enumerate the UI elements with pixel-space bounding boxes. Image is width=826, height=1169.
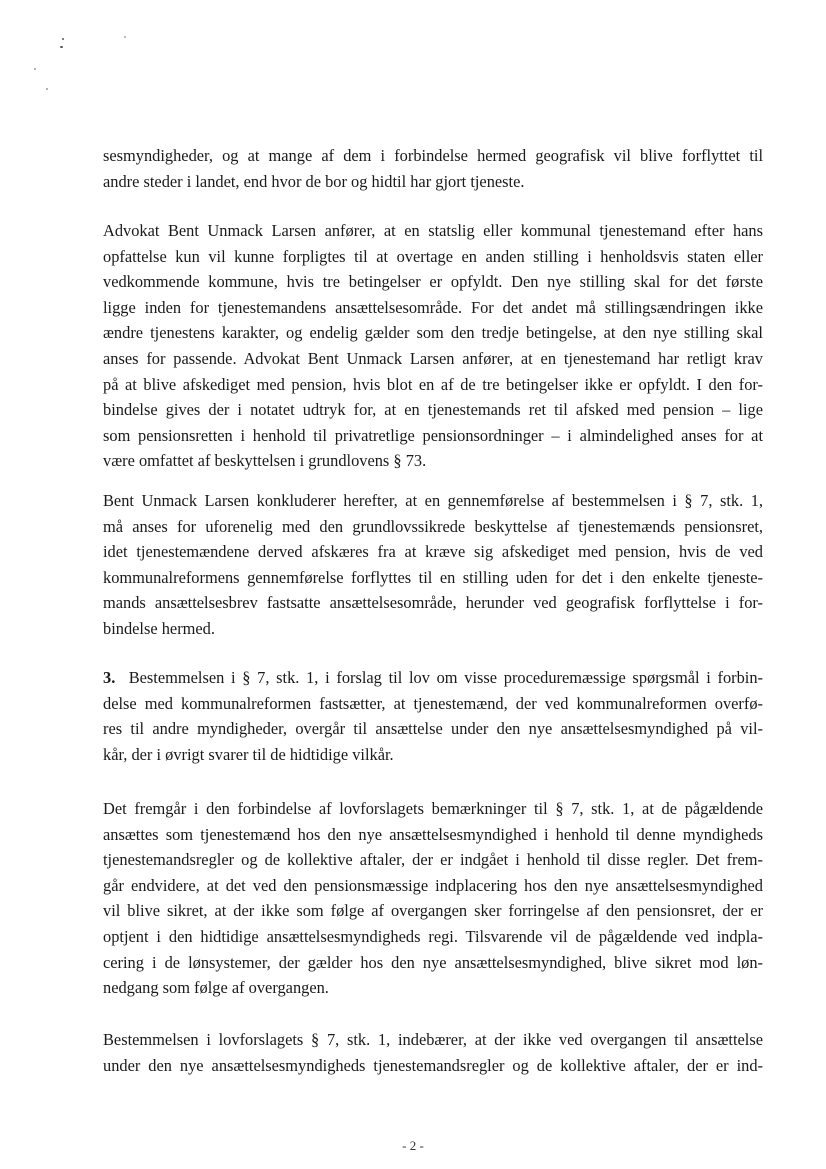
text-line: kommunalreformens gennemførelse forflyttes til en stilling uden for det i den enkelte tjeneste- (103, 567, 763, 587)
text-line: bindelse gives der i notatet udtryk for, at en tjenestemands ret til afsked med pension – lige (103, 400, 763, 420)
text-line: være omfattet af beskyttelsen i grundlovens § 73. (103, 451, 427, 471)
paragraph (103, 488, 763, 642)
text-line: Bent Unmack Larsen konkluderer herefter, at en gennemførelse af bestemmelsen i § 7, stk. 1, (103, 491, 763, 510)
text-line: cering i de lønsystemer, der gælder hos den nye ansættelsesmyndighed, blive sikret mod løn- (103, 952, 763, 972)
text-line: tjenestemandsregler og de kollektive aftaler, der er indgået i henhold til disse regler. Det frem- (103, 850, 763, 870)
text-line: andre steder i landet, end hvor de bor og hidtil har gjort tjeneste. (103, 171, 525, 191)
text-line: vedkommende kommune, hvis tre betingelser er opfyldt. Den nye stilling skal for det første (103, 272, 763, 292)
scan-speck (34, 68, 36, 70)
text-line: går endvidere, at det ved den pensionsmæssige indplacering hos den nye ansættelsesmyndighed (103, 875, 763, 895)
paragraph (103, 218, 763, 474)
text-line: delse med kommunalreformen fastsætter, at tjenestemænd, der ved kommunalreformen overfø- (103, 693, 763, 713)
text-line: nedgang som følge af overgangen. (103, 978, 329, 998)
text-line: ligge inden for tjenestemandens ansættelsesområde. For det andet må stillingsændringen ikke (103, 297, 763, 317)
page-number: - 2 - (402, 1138, 424, 1153)
scan-speck (46, 88, 48, 90)
text-line: ansættes som tjenestemænd hos den nye ansættelsesmyndighed i henhold til denne myndigheds (103, 824, 763, 844)
text-line: Bestemmelsen i lovforslagets § 7, stk. 1, indebærer, at der ikke ved overgangen til ansættelse (103, 1030, 763, 1049)
text-line (103, 665, 763, 691)
text-line: kår, der i øvrigt svarer til de hidtidige vilkår. (103, 744, 394, 764)
text-line: ændre tjenestens karakter, og endelig gælder som den tredje betingelse, at den nye stilling skal (103, 323, 763, 343)
text-line: anses for passende. Advokat Bent Unmack Larsen anfører, at en tjenestemand har retligt krav (103, 348, 763, 368)
section-number: 3. (103, 668, 116, 687)
paragraph (103, 796, 763, 1001)
text-line: opfattelse kun vil kunne forpligtes til at overtage en anden stilling i henholdsvis staten eller (103, 246, 763, 266)
text-line: res til andre myndigheder, overgår til ansættelse under den nye ansættelsesmyndighed på vil- (103, 719, 763, 739)
scan-speck (62, 38, 64, 40)
section-paragraph (103, 665, 763, 767)
text-line: på at blive afskediget med pension, hvis blot en af de tre betingelser ikke er opfyldt. I den for- (103, 374, 763, 394)
text-line: mands ansættelsesbrev fastsatte ansættelsesområde, herunder ved geografisk forflyttelse i for- (103, 593, 763, 613)
text-line: Advokat Bent Unmack Larsen anfører, at en statslig eller kommunal tjenestemand efter hans (103, 221, 763, 240)
text-line: idet tjenestemændene derved afskæres fra at kræve sig afskediget med pension, hvis de ved (103, 542, 763, 562)
text-line: må anses for uforenelig med den grundlovssikrede beskyttelse af tjenestemænds pensionsret, (103, 516, 763, 536)
paragraph (103, 143, 763, 194)
scan-speck (124, 36, 126, 38)
text-line: optjent i den hidtidige ansættelsesmyndigheds regi. Tilsvarende vil de pågældende ved indpla- (103, 926, 763, 946)
text-line: vil blive sikret, at der ikke som følge af overgangen sker forringelse af den pensionsret, der er (103, 901, 763, 921)
text-line-content: Bestemmelsen i § 7, stk. 1, i forslag til lov om visse proceduremæssige spørgsmål i forbin- (128, 668, 763, 687)
paragraph (103, 1027, 763, 1078)
text-line: bindelse hermed. (103, 618, 215, 638)
text-line: Det fremgår i den forbindelse af lovforslagets bemærkninger til § 7, stk. 1, at de pågældende (103, 799, 763, 818)
text-line: sesmyndigheder, og at mange af dem i forbindelse hermed geografisk vil blive forflyttet til (103, 146, 763, 165)
text-line: som pensionsretten i henhold til privatretlige pensionsordninger – i almindelighed anses for at (103, 425, 763, 445)
scan-speck (60, 46, 63, 48)
text-line: under den nye ansættelsesmyndigheds tjenestemandsregler og de kollektive aftaler, der er ind- (103, 1055, 763, 1075)
